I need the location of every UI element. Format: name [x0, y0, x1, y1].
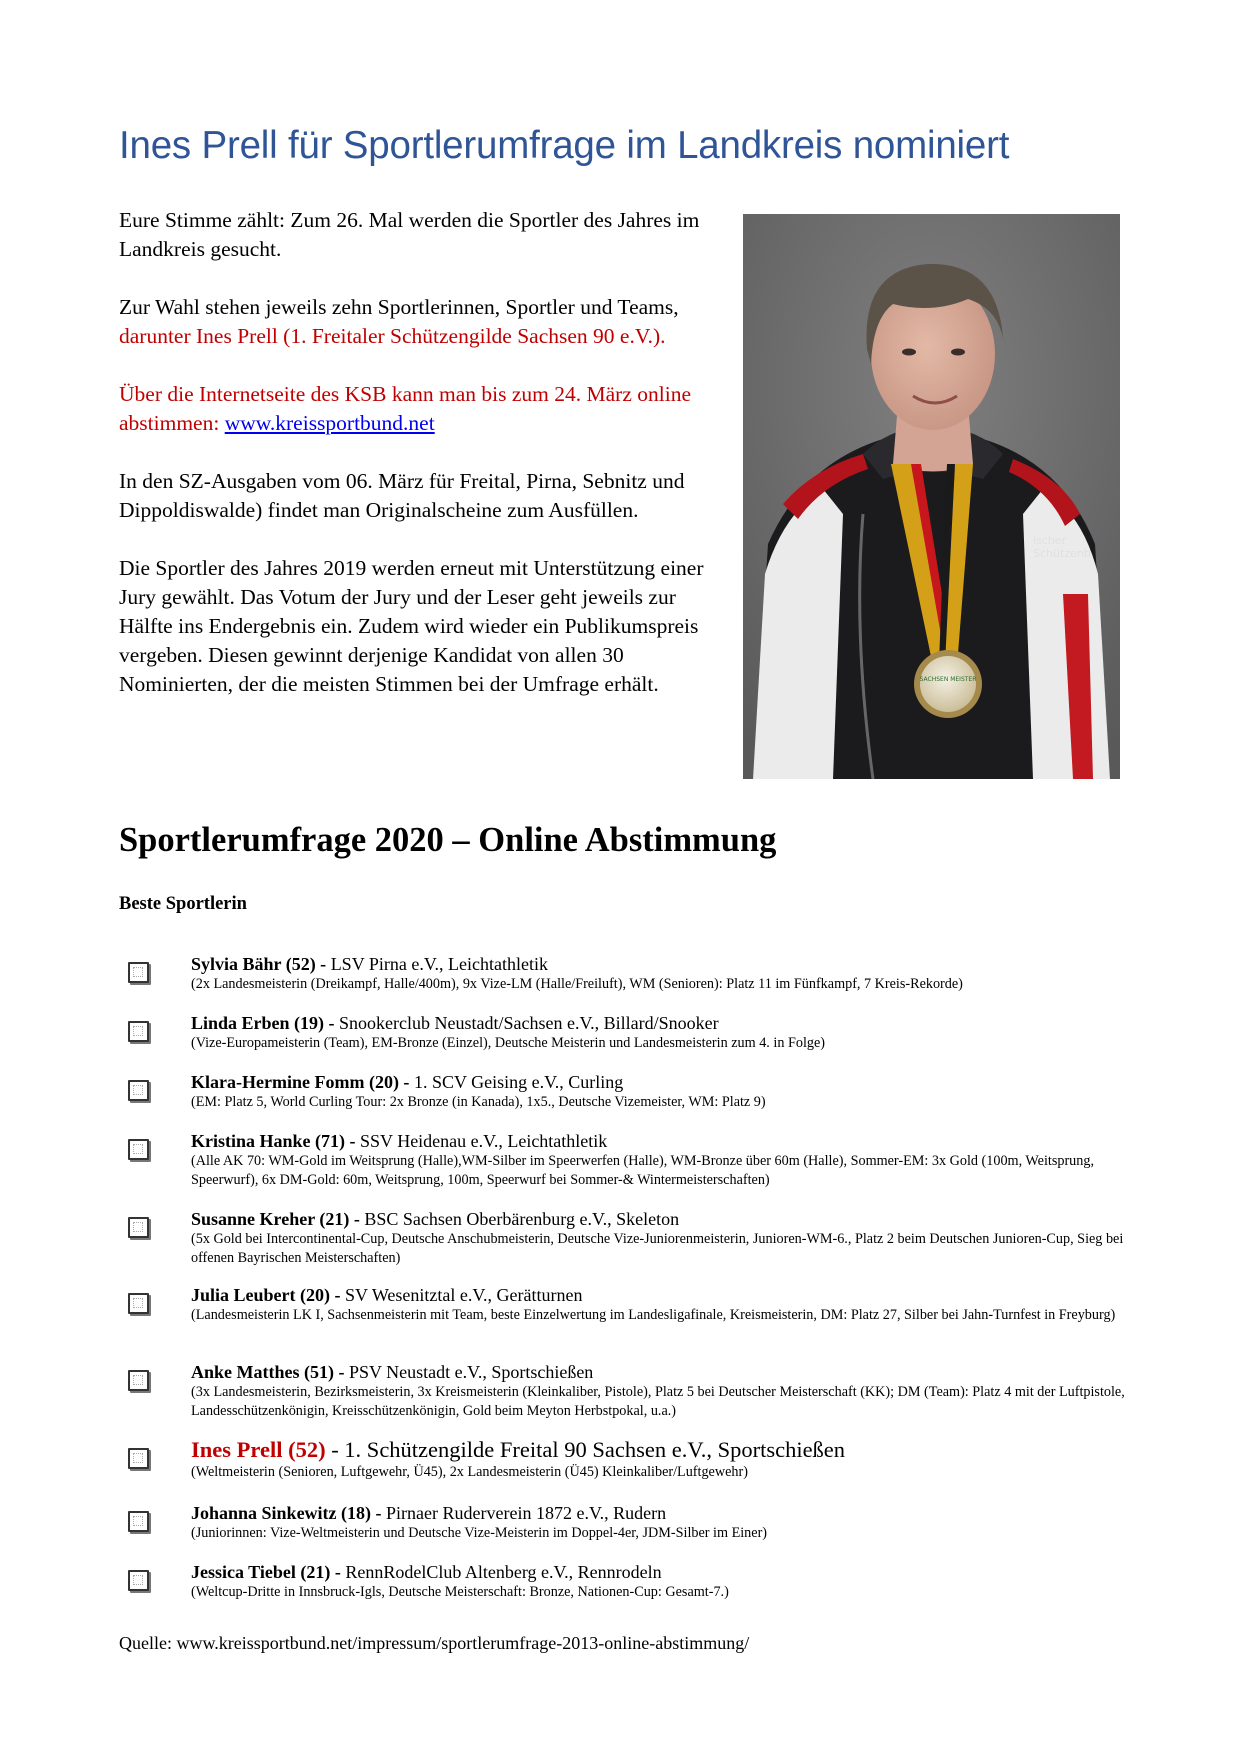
vote-checkbox[interactable]	[128, 1139, 149, 1160]
nominee-club: PSV Neustadt e.V., Sportschießen	[344, 1362, 594, 1382]
vote-checkbox[interactable]	[128, 1570, 149, 1591]
nominee-name: Klara-Hermine Fomm (20) -	[191, 1072, 410, 1092]
nominee-club: SV Wesenitztal e.V., Gerätturnen	[340, 1285, 583, 1305]
vote-checkbox[interactable]	[128, 1293, 149, 1314]
nominee-club: 1. SCV Geising e.V., Curling	[409, 1072, 624, 1092]
intro-paragraph-2	[119, 293, 734, 351]
vote-checkbox[interactable]	[128, 962, 149, 983]
nominee-club: Snookerclub Neustadt/Sachsen e.V., Billard/Snooker	[334, 1013, 719, 1033]
nominee-details: (Alle AK 70: WM-Gold im Weitsprung (Halle),WM-Silber im Speerwerfen (Halle), WM-Bronze über 60m (Halle), Sommer-EM: 3x Gold (100m, Weitsprung, Speerwurf), 6x DM-Gold: 60m, Weitsprung, 100m, Speerwurf bei Sommer-& Wintermeisterschaften)	[191, 1153, 1095, 1188]
nominee-details: (Landesmeisterin LK I, Sachsenmeisterin mit Team, beste Einzelwertung im Landesligafinale, Kreismeisterin, DM: Platz 27, Silber bei Jahn-Turnfest in Freyburg)	[191, 1307, 1116, 1323]
nominee-club: SSV Heidenau e.V., Leichtathletik	[355, 1131, 608, 1151]
category-heading: Beste Sportlerin	[119, 894, 247, 914]
nominee-club: BSC Sachsen Oberbärenburg e.V., Skeleton	[359, 1209, 680, 1229]
nominee-name: Jessica Tiebel (21) -	[191, 1562, 341, 1582]
nominee-club: RennRodelClub Altenberg e.V., Rennrodeln	[340, 1562, 662, 1582]
ksb-website-link[interactable]: www.kreissportbund.net	[224, 411, 435, 435]
nominee-name: Ines Prell (52)	[191, 1437, 326, 1462]
nominee-details: (EM: Platz 5, World Curling Tour: 2x Bronze (in Kanada), 1x5., Deutsche Vizemeister, WM: Platz 9)	[191, 1094, 766, 1110]
nominee-details: (Vize-Europameisterin (Team), EM-Bronze (Einzel), Deutsche Meisterin und Landesmeisterin zum 4. in Folge)	[191, 1035, 826, 1051]
nominee-details: (Weltmeisterin (Senioren, Luftgewehr, Ü45), 2x Landesmeisterin (Ü45) Kleinkaliber/Luftgewehr)	[191, 1464, 748, 1480]
nominee-name: Sylvia Bähr (52) -	[191, 954, 327, 974]
nominee-details: (Weltcup-Dritte in Innsbruck-Igls, Deutsche Meisterschaft: Bronze, Nationen-Cup: Gesamt-7.)	[191, 1584, 729, 1600]
page-title: Ines Prell für Sportlerumfrage im Landkreis nominiert	[119, 124, 1010, 167]
athlete-photo-illustration	[743, 214, 1120, 779]
intro-paragraph-2-highlight: darunter Ines Prell (1. Freitaler Schützengilde Sachsen 90 e.V.).	[119, 324, 666, 348]
nominee-name: Kristina Hanke (71) -	[191, 1131, 356, 1151]
nominee-details: (Juniorinnen: Vize-Weltmeisterin und Deutsche Vize-Meisterin im Doppel-4er, JDM-Silber im Einer)	[191, 1525, 768, 1541]
medal-text: SACHSEN MEISTER	[919, 676, 977, 683]
nominee-name: Linda Erben (19) -	[191, 1013, 335, 1033]
nominee-club: - 1. Schützengilde Freital 90 Sachsen e.V., Sportschießen	[325, 1437, 846, 1462]
nominee-details: (2x Landesmeisterin (Dreikampf, Halle/400m), 9x Vize-LM (Halle/Freiluft), WM (Senioren): Platz 11 im Fünfkampf, 7 Kreis-Rekorde)	[191, 976, 963, 992]
nominee-details: (5x Gold bei Intercontinental-Cup, Deutsche Anschubmeisterin, Deutsche Vize-Juniorenmeisterin, Junioren-WM-6., Platz 2 beim Deutschen Junioren-Cup, Sieg bei offenen Bayrischen Meisterschaften)	[191, 1231, 1124, 1266]
intro-paragraph-5: Die Sportler des Jahres 2019 werden erneut mit Unterstützung einer Jury gewählt. Das Votum der Jury und der Leser geht jeweils zur Hälfte ins Endergebnis ein. Zudem wird wieder ein Publikumspreis vergeben. Diesen gewinnt derjenige Kandidat von allen 30 Nominierten, der die meisten Stimmen bei der Umfrage erhält.	[119, 556, 704, 696]
intro-paragraph-3	[119, 380, 734, 438]
intro-paragraph-2-text: Zur Wahl stehen jeweils zehn Sportlerinnen, Sportler und Teams,	[119, 295, 679, 319]
intro-paragraph-1: Eure Stimme zählt: Zum 26. Mal werden die Sportler des Jahres im Landkreis gesucht.	[119, 208, 700, 261]
nominee-name: Julia Leubert (20) -	[191, 1285, 341, 1305]
nominee-club: LSV Pirna e.V., Leichtathletik	[326, 954, 548, 974]
intro-text	[119, 206, 734, 728]
vote-checkbox[interactable]	[128, 1511, 149, 1532]
intro-paragraph-3-text: Über die Internetseite des KSB kann man bis zum 24. März online abstimmen:	[119, 382, 691, 435]
vote-checkbox[interactable]	[128, 1021, 149, 1042]
nominee-name: Anke Matthes (51) -	[191, 1362, 345, 1382]
nominee-club: Pirnaer Ruderverein 1872 e.V., Rudern	[381, 1503, 667, 1523]
vote-checkbox[interactable]	[128, 1448, 149, 1469]
source-citation: Quelle: www.kreissportbund.net/impressum/sportlerumfrage-2013-online-abstimmung/	[119, 1633, 750, 1653]
vote-checkbox[interactable]	[128, 1370, 149, 1391]
nominee-name: Susanne Kreher (21) -	[191, 1209, 360, 1229]
nominee-details: (3x Landesmeisterin, Bezirksmeisterin, 3x Kreismeisterin (Kleinkaliber, Pistole), Platz 5 bei Deutscher Meisterschaft (KK); DM (Team): Platz 4 mit der Luftpistole, Landesschützenkönigin, Kreisschützenkönigin, Gold beim Meyton Herbstpokal, u.a.)	[191, 1384, 1125, 1419]
section-title: Sportlerumfrage 2020 – Online Abstimmung	[119, 821, 777, 859]
vote-checkbox[interactable]	[128, 1217, 149, 1238]
jacket-text: ischer Schützenb	[1033, 534, 1091, 561]
vote-checkbox[interactable]	[128, 1080, 149, 1101]
intro-paragraph-4: In den SZ-Ausgaben vom 06. März für Freital, Pirna, Sebnitz und Dippoldiswalde) findet man Originalscheine zum Ausfüllen.	[119, 469, 685, 522]
athlete-photo	[743, 214, 1120, 779]
nominee-name: Johanna Sinkewitz (18) -	[191, 1503, 382, 1523]
